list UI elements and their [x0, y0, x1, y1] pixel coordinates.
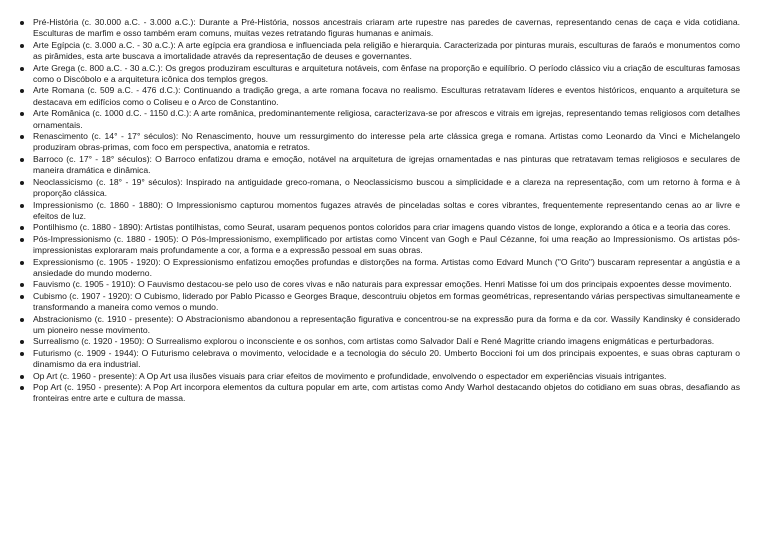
list-item-text: Surrealismo (c. 1920 - 1950): O Surrealismo explorou o inconsciente e os sonhos, com artistas como Salvador Dalí e René Magritte criando imagens enigmáticas e perturbadoras. [33, 336, 715, 347]
list-item-text: Fauvismo (c. 1905 - 1910): O Fauvismo destacou-se pelo uso de cores vivas e não naturais para expressar emoções. Henri Matisse foi um dos principais expoentes desse movimento. [33, 279, 732, 290]
bullet-icon [20, 295, 24, 299]
list-item-text: Arte Egípcia (c. 3.000 a.C. - 30 a.C.): A arte egípcia era grandiosa e influenciada pela religião e hierarquia. Caracterizada por pinturas murais, esculturas de faraós e monumentos como as pirâmides, esta arte buscava a imortalidade através da representação de deuses e governantes. [33, 39, 740, 62]
bullet-icon [20, 283, 24, 287]
bullet-icon [20, 158, 24, 162]
list-item [18, 17, 740, 40]
list-item [18, 154, 740, 177]
list-item-text: Renascimento (c. 14° - 17° séculos): No Renascimento, houve um ressurgimento do interesse pela arte clássica grega e romana. Artistas como Leonardo da Vinci e Michelangelo produziram obras-primas, com foco em perspectiva, anatomia e retratos. [33, 131, 740, 153]
list-item [18, 279, 740, 290]
bullet-icon [20, 386, 24, 390]
list-item-text: Neoclassicismo (c. 18° - 19° séculos): Inspirado na antiguidade greco-romana, o Neoclassicismo buscou a simplicidade e a clareza na representação, com um retorno à forma e à proporção clássica. [33, 176, 740, 199]
list-item-text: Op Art (c. 1960 - presente): A Op Art usa ilusões visuais para criar efeitos de movimento e profundidade, envolvendo o espectador em experiências visuais intrigantes. [33, 370, 667, 381]
bullet-icon [20, 226, 24, 230]
list-item [18, 63, 740, 86]
bullet-icon [20, 89, 24, 93]
bullet-icon [20, 261, 24, 265]
list-item [18, 222, 740, 233]
list-item-text: Pop Art (c. 1950 - presente): A Pop Art incorpora elementos da cultura popular em arte, com artistas como Andy Warhol destacando objetos do cotidiano em suas obras, desafiando as fronteiras entre arte e cultura de massa. [33, 382, 740, 404]
list-item-text: Arte Romana (c. 509 a.C. - 476 d.C.): Continuando a tradição grega, a arte romana focava no realismo. Esculturas retratavam líderes e eventos históricos, enquanto a arquitetura se destacava em edifícios como o Coliseu e o Arco de Constantino. [33, 85, 740, 107]
list-item-text: Expressionismo (c. 1905 - 1920): O Expressionismo enfatizou emoções profundas e distorções na forma. Artistas como Edvard Munch ("O Grito") buscaram representar a angústia e a ansiedade do mundo moderno. [33, 256, 740, 278]
list-item [18, 257, 740, 280]
list-item-text: Abstracionismo (c. 1910 - presente): O Abstracionismo abandonou a representação figurativa e concentrou-se na expressão pura da forma e da cor. Wassily Kandinsky é considerado um pioneiro nesse movimento. [33, 313, 740, 335]
list-item [18, 336, 740, 347]
bullet-icon [20, 352, 24, 356]
bullet-icon [20, 375, 24, 379]
bullet-icon [20, 318, 24, 322]
bullet-icon [20, 340, 24, 344]
list-item [18, 40, 740, 63]
list-item [18, 234, 740, 257]
list-item-text: Cubismo (c. 1907 - 1920): O Cubismo, liderado por Pablo Picasso e Georges Braque, descontruiu objetos em formas geométricas, representando várias perspectivas simultaneamente e transformando a maneira como vemos o mundo. [33, 290, 740, 313]
list-item-text: Impressionismo (c. 1860 - 1880): O Impressionismo capturou momentos fugazes através de pinceladas soltas e cores vibrantes, frequentemente representando cenas ao ar livre e efeitos de luz. [33, 199, 740, 221]
list-item [18, 85, 740, 108]
list-item-text: Pontilhismo (c. 1880 - 1890): Artistas pontilhistas, como Seurat, usaram pequenos pontos coloridos para criar imagens quando vistos de longe, explorando a ótica e a teoria das cores. [33, 222, 731, 233]
list-item-text: Arte Românica (c. 1000 d.C. - 1150 d.C.): A arte românica, predominantemente religiosa, caracterizava-se por afrescos e vitrais em igrejas, representando temas religiosos com detalhes ornamentais. [33, 108, 740, 130]
list-item [18, 371, 740, 382]
bullet-icon [20, 181, 24, 185]
list-item-text: Pós-Impressionismo (c. 1880 - 1905): O Pós-Impressionismo, exemplificado por artistas como Vincent van Gogh e Paul Cézanne, foi uma reação ao Impressionismo. Os artistas pós-impressionistas exploraram mais profundamente a cor, a forma e a expressão pessoal em suas obras. [33, 233, 740, 256]
list-item [18, 314, 740, 337]
list-item-text: Futurismo (c. 1909 - 1944): O Futurismo celebrava o movimento, velocidade e a tecnologia do século 20. Umberto Boccioni foi um dos principais expoentes, e suas obras capturam o dinamismo da era industrial. [33, 347, 740, 370]
bullet-icon [20, 112, 24, 116]
list-item [18, 108, 740, 131]
list-item-text: Barroco (c. 17° - 18° séculos): O Barroco enfatizou drama e emoção, notável na arquitetura de igrejas ornamentadas e nas pinturas que retratavam temas religiosos e seculares de maneira dramática e dinâmica. [33, 153, 740, 176]
bullet-icon [20, 21, 24, 25]
list-item [18, 291, 740, 314]
list-item-text: Pré-História (c. 30.000 a.C. - 3.000 a.C.): Durante a Pré-História, nossos ancestrais criaram arte rupestre nas paredes de cavernas, representando cenas de caça e vida cotidiana. Esculturas de marfim e osso também eram comuns, muitas vezes retratando figuras humanas e animais. [33, 17, 740, 39]
list-item [18, 382, 740, 405]
list-item [18, 177, 740, 200]
art-movements-list [18, 17, 740, 405]
bullet-icon [20, 135, 24, 139]
list-item [18, 348, 740, 371]
bullet-icon [20, 44, 24, 48]
bullet-icon [20, 238, 24, 242]
list-item [18, 131, 740, 154]
list-item-text: Arte Grega (c. 800 a.C. - 30 a.C.): Os gregos produziram esculturas e arquitetura notáveis, com ênfase na proporção e equilíbrio. O período clássico viu a criação de esculturas famosas como o Discóbolo e a arquitetura icônica dos templos gregos. [33, 62, 740, 85]
list-item [18, 200, 740, 223]
bullet-icon [20, 67, 24, 71]
bullet-icon [20, 204, 24, 208]
